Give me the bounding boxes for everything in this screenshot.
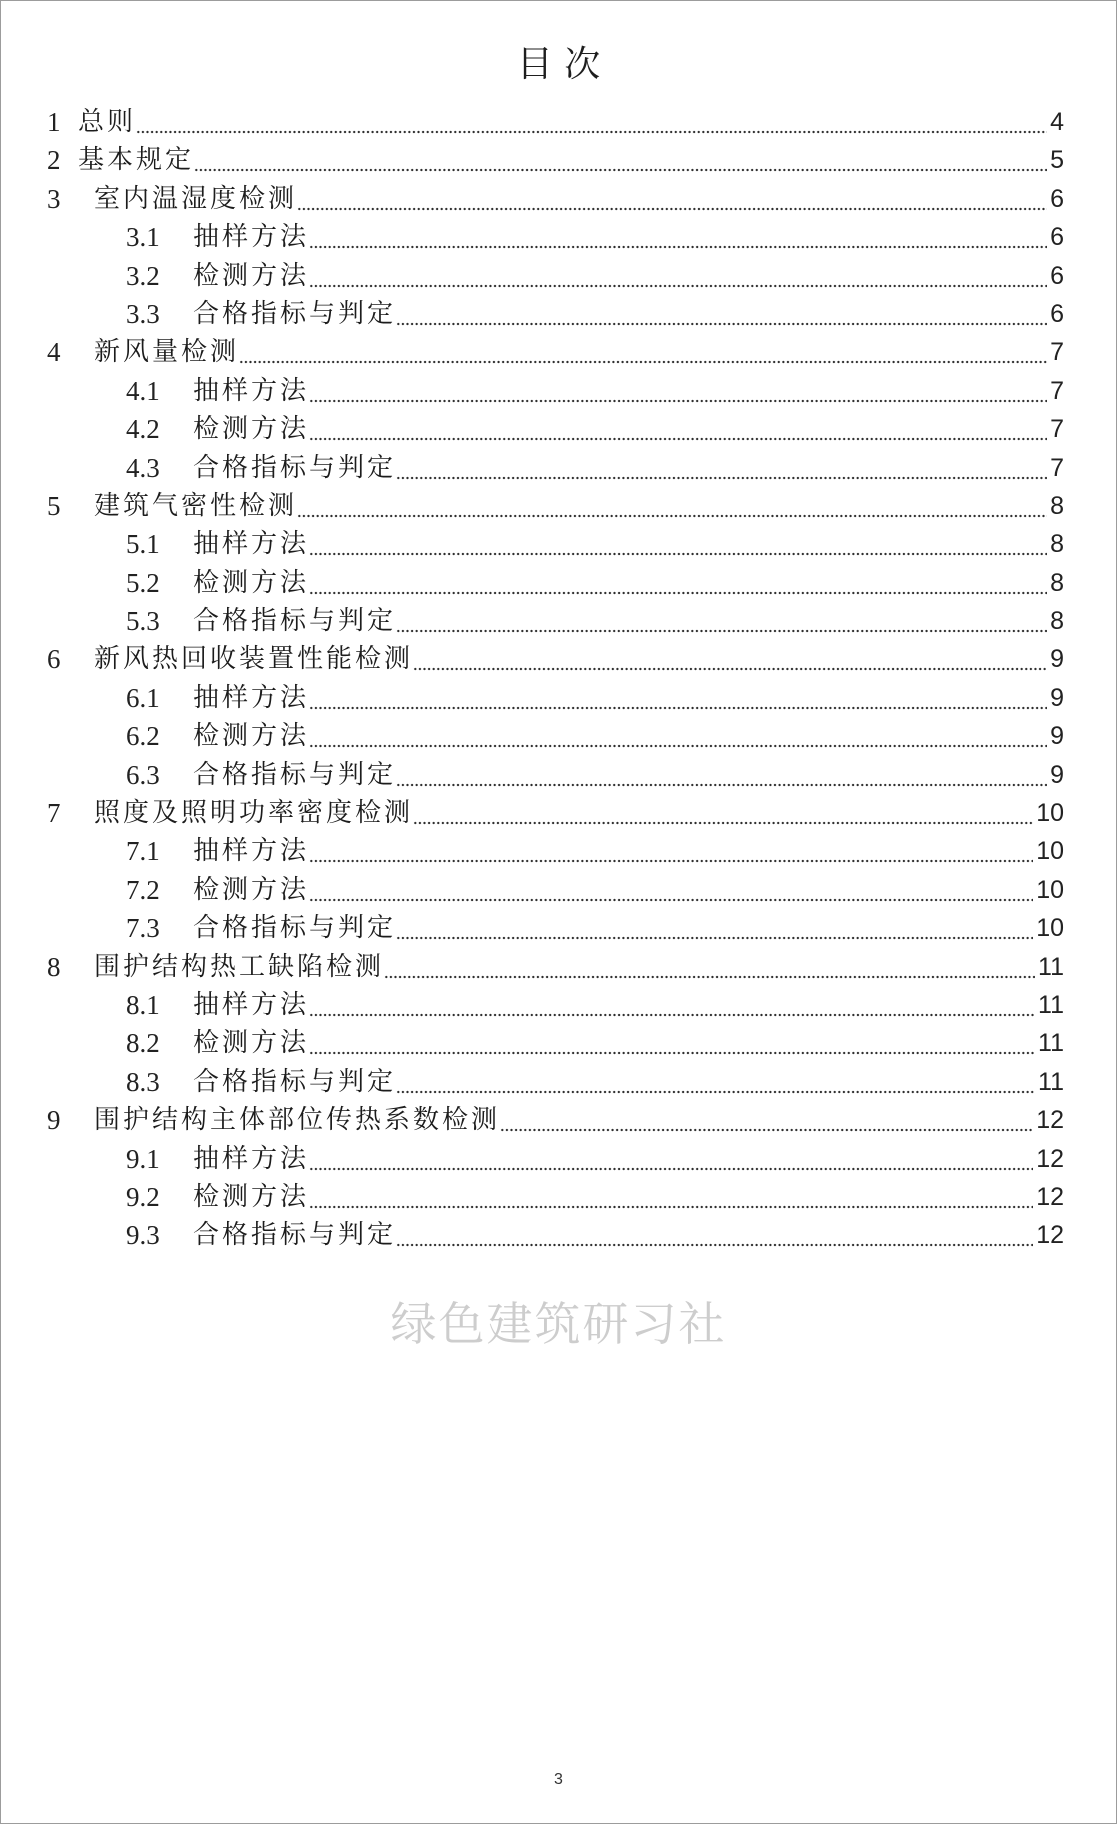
- dot-leader: [309, 1024, 1035, 1062]
- toc-entry-title: 抽样方法: [193, 682, 310, 713]
- toc-entry-title: 抽样方法: [193, 222, 310, 253]
- toc-section-3-2: [1, 257, 1116, 295]
- toc-entry-number: 8.3: [126, 1066, 160, 1097]
- toc-entry-page: 5: [1050, 146, 1064, 175]
- toc-entry-title: 检测方法: [193, 1028, 310, 1059]
- toc-section-8-3: [1, 1063, 1116, 1101]
- toc-chapter-3: [1, 180, 1116, 218]
- dot-leader: [396, 909, 1033, 947]
- toc-section-5-1: [1, 525, 1116, 563]
- toc-entry-page: 9: [1050, 760, 1064, 789]
- dot-leader: [384, 948, 1035, 986]
- toc-section-5-3: [1, 602, 1116, 640]
- toc-entry-number: 8: [47, 951, 61, 982]
- toc-entry-page: 11: [1038, 990, 1064, 1019]
- toc-entry-number: 9.3: [126, 1220, 160, 1251]
- toc-entry-number: 6: [47, 644, 61, 675]
- toc-chapter-9: [1, 1101, 1116, 1139]
- dot-leader: [396, 756, 1047, 794]
- toc-entry-number: 9: [47, 1105, 61, 1136]
- table-of-contents: [1, 103, 1116, 1255]
- toc-entry-page: 12: [1036, 1182, 1064, 1211]
- toc-chapter-4: [1, 333, 1116, 371]
- toc-entry-title: 抽样方法: [193, 375, 310, 406]
- toc-entry-title: 围护结构热工缺陷检测: [94, 951, 385, 982]
- toc-entry-title: 检测方法: [193, 1181, 310, 1212]
- toc-entry-number: 3.3: [126, 298, 160, 329]
- toc-entry-number: 5.3: [126, 606, 160, 637]
- toc-entry-number: 8.2: [126, 1028, 160, 1059]
- dot-leader: [309, 372, 1047, 410]
- toc-section-8-1: [1, 986, 1116, 1024]
- toc-entry-page: 12: [1036, 1144, 1064, 1173]
- toc-entry-title: 新风热回收装置性能检测: [94, 644, 414, 675]
- toc-entry-number: 4.3: [126, 452, 160, 483]
- toc-entry-title: 抽样方法: [193, 989, 310, 1020]
- toc-entry-title: 合格指标与判定: [193, 1066, 397, 1097]
- dot-leader: [309, 871, 1033, 909]
- toc-entry-title: 抽样方法: [193, 1143, 310, 1174]
- toc-entry-number: 3.1: [126, 222, 160, 253]
- dot-leader: [309, 525, 1047, 563]
- dot-leader: [413, 794, 1033, 832]
- toc-entry-title: 检测方法: [193, 721, 310, 752]
- toc-entry-title: 合格指标与判定: [193, 452, 397, 483]
- toc-chapter-6: [1, 640, 1116, 678]
- toc-entry-number: 4.2: [126, 414, 160, 445]
- dot-leader: [136, 103, 1047, 141]
- toc-entry-page: 7: [1050, 338, 1064, 367]
- dot-leader: [309, 218, 1047, 256]
- toc-entry-title: 合格指标与判定: [193, 1220, 397, 1251]
- toc-entry-title: 抽样方法: [193, 836, 310, 867]
- toc-title: 目 次: [516, 44, 601, 85]
- toc-entry-page: 6: [1050, 299, 1064, 328]
- dot-leader: [309, 986, 1035, 1024]
- toc-entry-page: 9: [1050, 683, 1064, 712]
- toc-entry-page: 8: [1050, 607, 1064, 636]
- toc-section-8-2: [1, 1024, 1116, 1062]
- dot-leader: [396, 449, 1047, 487]
- toc-entry-page: 7: [1050, 415, 1064, 444]
- watermark: 绿色建筑研习社: [390, 1297, 727, 1351]
- toc-section-9-2: [1, 1178, 1116, 1216]
- dot-leader: [500, 1101, 1033, 1139]
- dot-leader: [309, 717, 1047, 755]
- toc-entry-title: 检测方法: [193, 567, 310, 598]
- toc-entry-title: 检测方法: [193, 874, 310, 905]
- toc-entry-number: 2: [47, 145, 61, 176]
- toc-entry-number: 7.1: [126, 836, 160, 867]
- dot-leader: [239, 333, 1047, 371]
- dot-leader: [396, 295, 1047, 333]
- toc-entry-page: 12: [1036, 1221, 1064, 1250]
- toc-entry-number: 3.2: [126, 260, 160, 291]
- toc-entry-page: 9: [1050, 645, 1064, 674]
- toc-entry-number: 5.1: [126, 529, 160, 560]
- toc-entry-title: 抽样方法: [193, 529, 310, 560]
- toc-entry-page: 12: [1036, 1106, 1064, 1135]
- toc-entry-number: 6.1: [126, 682, 160, 713]
- toc-section-3-3: [1, 295, 1116, 333]
- toc-chapter-7: [1, 794, 1116, 832]
- toc-entry-title: 新风量检测: [94, 337, 240, 368]
- toc-entry-number: 3: [47, 183, 61, 214]
- toc-entry-page: 8: [1050, 530, 1064, 559]
- toc-section-9-1: [1, 1140, 1116, 1178]
- toc-entry-page: 10: [1036, 875, 1064, 904]
- toc-section-6-2: [1, 717, 1116, 755]
- toc-entry-page: 11: [1038, 952, 1064, 981]
- toc-entry-page: 10: [1036, 914, 1064, 943]
- toc-entry-page: 8: [1050, 568, 1064, 597]
- toc-entry-title: 合格指标与判定: [193, 913, 397, 944]
- page-number: 3: [554, 1771, 563, 1788]
- toc-entry-number: 1: [47, 107, 61, 137]
- toc-section-5-2: [1, 564, 1116, 602]
- dot-leader: [309, 1178, 1033, 1216]
- toc-entry-number: 4.1: [126, 375, 160, 406]
- dot-leader: [297, 487, 1047, 525]
- toc-section-7-3: [1, 909, 1116, 947]
- dot-leader: [309, 257, 1047, 295]
- toc-entry-page: 4: [1050, 108, 1064, 136]
- toc-section-7-1: [1, 832, 1116, 870]
- toc-entry-page: 10: [1036, 799, 1064, 828]
- toc-entry-page: 10: [1036, 837, 1064, 866]
- toc-entry-number: 8.1: [126, 989, 160, 1020]
- toc-section-4-2: [1, 410, 1116, 448]
- toc-entry-title: 照度及照明功率密度检测: [94, 798, 414, 829]
- toc-section-4-1: [1, 372, 1116, 410]
- toc-entry-number: 7.2: [126, 874, 160, 905]
- toc-entry-title: 合格指标与判定: [193, 606, 397, 637]
- dot-leader: [396, 602, 1047, 640]
- toc-entry-title: 合格指标与判定: [193, 759, 397, 790]
- toc-entry-number: 6.2: [126, 721, 160, 752]
- toc-entry-page: 6: [1050, 261, 1064, 290]
- toc-entry-title: 合格指标与判定: [193, 298, 397, 329]
- toc-entry-title: 建筑气密性检测: [94, 490, 298, 521]
- toc-section-4-3: [1, 449, 1116, 487]
- dot-leader: [194, 141, 1047, 179]
- toc-entry-page: 11: [1038, 1067, 1064, 1096]
- dot-leader: [309, 679, 1047, 717]
- toc-entry-number: 6.3: [126, 759, 160, 790]
- toc-entry-number: 9.1: [126, 1143, 160, 1174]
- toc-entry-page: 7: [1050, 453, 1064, 482]
- toc-section-7-2: [1, 871, 1116, 909]
- dot-leader: [396, 1063, 1035, 1101]
- toc-section-6-3: [1, 756, 1116, 794]
- toc-section-6-1: [1, 679, 1116, 717]
- toc-entry-number: 7.3: [126, 913, 160, 944]
- toc-entry-number: 7: [47, 798, 61, 829]
- toc-entry-page: 6: [1050, 223, 1064, 252]
- toc-chapter-8: [1, 948, 1116, 986]
- dot-leader: [309, 564, 1047, 602]
- toc-entry-number: 9.2: [126, 1181, 160, 1212]
- dot-leader: [309, 1140, 1033, 1178]
- toc-entry-number: 4: [47, 337, 61, 368]
- toc-entry-number: 5.2: [126, 567, 160, 598]
- toc-entry-page: 6: [1050, 184, 1064, 213]
- toc-entry-page: 9: [1050, 722, 1064, 751]
- toc-entry-title: 室内温湿度检测: [94, 183, 298, 214]
- toc-chapter-1: [1, 103, 1116, 141]
- toc-entry-title: 检测方法: [193, 260, 310, 291]
- dot-leader: [413, 640, 1047, 678]
- dot-leader: [309, 832, 1033, 870]
- toc-entry-page: 8: [1050, 491, 1064, 520]
- toc-chapter-5: [1, 487, 1116, 525]
- toc-entry-title: 总则: [78, 107, 137, 137]
- dot-leader: [309, 410, 1047, 448]
- dot-leader: [297, 180, 1047, 218]
- dot-leader: [396, 1216, 1033, 1254]
- toc-entry-number: 5: [47, 490, 61, 521]
- toc-entry-title: 基本规定: [78, 145, 195, 176]
- toc-section-9-3: [1, 1216, 1116, 1254]
- toc-entry-title: 围护结构主体部位传热系数检测: [94, 1105, 501, 1136]
- toc-entry-page: 7: [1050, 376, 1064, 405]
- toc-section-3-1: [1, 218, 1116, 256]
- toc-entry-title: 检测方法: [193, 414, 310, 445]
- toc-chapter-2: [1, 141, 1116, 179]
- toc-entry-page: 11: [1038, 1029, 1064, 1058]
